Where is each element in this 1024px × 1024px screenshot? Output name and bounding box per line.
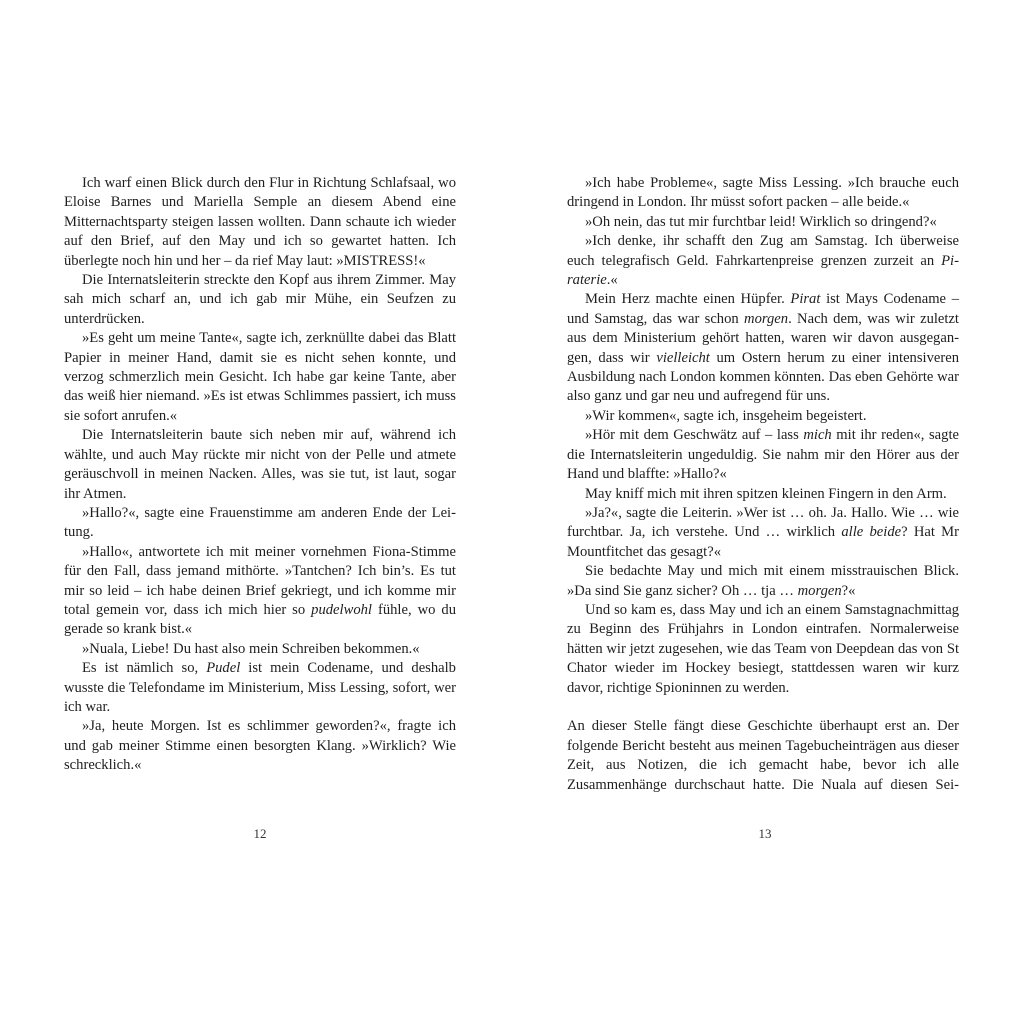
paragraph bbox=[567, 290, 959, 406]
text-run: »Ja?«, sagte die Leiterin. »Wer ist … oh. Ja. Hallo. Wie … wie furchtbar. Ja, ich verstehe. Und … wirklich bbox=[567, 504, 959, 541]
paragraph bbox=[64, 426, 456, 504]
text-run: »Hallo«, antwortete ich mit meiner vornehmen Fiona-Stimme für den Fall, dass jemand mithörte. »Tantchen? Ich bin’s. Es tut mir so leid – ich habe deinen Brief gekriegt, und ich komme mir total gemein vor, dass ich mich hier so bbox=[64, 543, 456, 618]
right-page bbox=[567, 174, 959, 795]
paragraph bbox=[567, 426, 959, 484]
text-run: fühle, wo du gerade so krank bist.« bbox=[64, 601, 457, 638]
paragraph bbox=[567, 717, 959, 795]
paragraph bbox=[64, 659, 456, 717]
text-run: ? Hat Mr Mountfitchet das gesagt?« bbox=[567, 524, 960, 560]
text-run: Die Internatsleiterin streckte den Kopf aus ihrem Zimmer. May sah mich scharf an, und ich gab mir Mühe, ein Seufzen zu unterdrücken. bbox=[64, 272, 456, 327]
text-run: »Nuala, Liebe! Du hast also mein Schreiben bekommen.« bbox=[82, 640, 420, 657]
text-run: Die Internatsleiterin baute sich neben mir auf, während ich wählte, und auch May rückte mir nicht von der Pelle und atmete geräuschvoll in meinen Nacken. Alles, was sie tut, ist laut, sogar ihr Atmen. bbox=[64, 427, 456, 502]
page-number-left: 12 bbox=[253, 826, 267, 841]
paragraph bbox=[567, 601, 959, 698]
italic-text: morgen bbox=[797, 582, 842, 599]
text-run: »Ich denke, ihr schafft den Zug am Samstag. Ich überweise euch telegrafisch Geld. Fahrkartenpreise grenzen zurzeit an bbox=[567, 233, 959, 269]
italic-text: Pudel bbox=[206, 660, 241, 677]
paragraph bbox=[567, 485, 959, 504]
page-number-right: 13 bbox=[758, 826, 772, 841]
text-run: um Ostern herum zu einer intensiveren Ausbildung nach London kommen könnten. Das eben Gehörte war also ganz und gar neu und aufregend für uns. bbox=[567, 349, 959, 405]
paragraph bbox=[567, 213, 959, 232]
text-run: Und so kam es, dass May und ich an einem Samstagnachmittag zu Beginn des Frühjahrs in London eintrafen. Normalerweise hätten wir jetzt zugesehen, wie das Team von Deepdean das von St Chator wieder im Hockey besiegt, stattdessen waren wir kurz davor, richtige Spioninnen zu werden. bbox=[567, 601, 959, 696]
text-run: ?« bbox=[841, 582, 856, 599]
text-run: Mein Herz machte einen Hüpfer. bbox=[585, 291, 791, 308]
text-run: »Oh nein, das tut mir furchtbar leid! Wirklich so dringend?« bbox=[585, 213, 937, 230]
paragraph bbox=[567, 407, 959, 426]
text-run: »Ja, heute Morgen. Ist es schlimmer geworden?«, fragte ich und gab meiner Stimme einen besorgten Klang. »Wirklich? Wie schrecklich.« bbox=[64, 718, 456, 774]
text-run: mit ihr reden«, sagte die Internatsleiterin ungeduldig. Sie nahm mir den Hörer aus der Hand und blaffte: »Hallo?« bbox=[567, 427, 959, 483]
paragraph bbox=[64, 174, 456, 271]
paragraph bbox=[64, 329, 456, 426]
paragraph bbox=[64, 504, 456, 543]
text-run: .« bbox=[606, 272, 618, 289]
text-run: »Hör mit dem Geschwätz auf – lass bbox=[585, 427, 804, 444]
italic-text: pudelwohl bbox=[311, 601, 372, 618]
text-run: ist mein Codename, und deshalb wusste die Telefondame im Ministerium, Miss Lessing, sofort, wer ich war. bbox=[64, 660, 456, 715]
paragraph bbox=[567, 174, 959, 213]
text-run: Ich warf einen Blick durch den Flur in Richtung Schlafsaal, wo Eloise Barnes und Mariella Semple an diesem Abend eine Mitternachtsparty steigen lassen wollten. Dann schaute ich wieder auf den Brief, auf den May und ich so gewartet hatten. Ich überlegte noch hin und her – da rief May laut: »MISTRESS!« bbox=[64, 175, 456, 269]
text-run: »Hallo?«, sagte eine Frauenstimme am anderen Ende der Leitung. bbox=[64, 504, 456, 541]
text-run: »Ich habe Probleme«, sagte Miss Lessing. »Ich brauche euch dringend in London. Ihr müsst sofort packen – alle beide.« bbox=[567, 175, 959, 211]
text-run: Sie bedachte May und mich mit einem misstrauischen Blick. »Da sind Sie ganz sicher? Oh … tja … bbox=[567, 563, 959, 599]
left-page bbox=[64, 174, 456, 776]
paragraph bbox=[567, 504, 959, 562]
text-run: ist Mays Codename – und Samstag, das war schon bbox=[567, 291, 959, 327]
text-run: . Nach dem, was wir zuletzt aus dem Ministerium gehört hatten, waren wir davon ausgegangen, dass wir bbox=[567, 310, 959, 366]
paragraph bbox=[64, 271, 456, 329]
paragraph bbox=[64, 717, 456, 775]
paragraph bbox=[567, 562, 959, 601]
text-run: An dieser Stelle fängt diese Geschichte überhaupt erst an. Der folgende Bericht besteht aus meinen Tagebucheinträgen aus dieser Zeit, aus Notizen, die ich gemacht habe, bevor ich alle Zusammenhänge durchschaut hatte. Die Nuala auf diesen Sei- bbox=[567, 718, 959, 793]
italic-text: Piraterie bbox=[567, 252, 959, 289]
italic-text: vielleicht bbox=[656, 349, 710, 366]
italic-text: alle beide bbox=[841, 524, 902, 541]
text-run: Es ist nämlich so, bbox=[82, 660, 207, 677]
text-run: May kniff mich mit ihren spitzen kleinen Fingern in den Arm. bbox=[585, 485, 947, 502]
italic-text: morgen bbox=[744, 310, 789, 327]
paragraph bbox=[567, 232, 959, 290]
paragraph bbox=[64, 543, 456, 640]
italic-text: Pirat bbox=[790, 291, 821, 308]
italic-text: mich bbox=[803, 427, 832, 444]
text-run: »Wir kommen«, sagte ich, insgeheim begeistert. bbox=[585, 407, 867, 424]
text-run: »Es geht um meine Tante«, sagte ich, zerknüllte dabei das Blatt Papier in meiner Hand, damit sie es nicht sehen konnte, und verzog schmerzlich mein Gesicht. Ich habe gar keine Tante, aber das weiß hier niemand. »Es ist etwas Schlimmes passiert, ich muss sie sofort anrufen.« bbox=[64, 330, 456, 424]
paragraph bbox=[64, 640, 456, 659]
